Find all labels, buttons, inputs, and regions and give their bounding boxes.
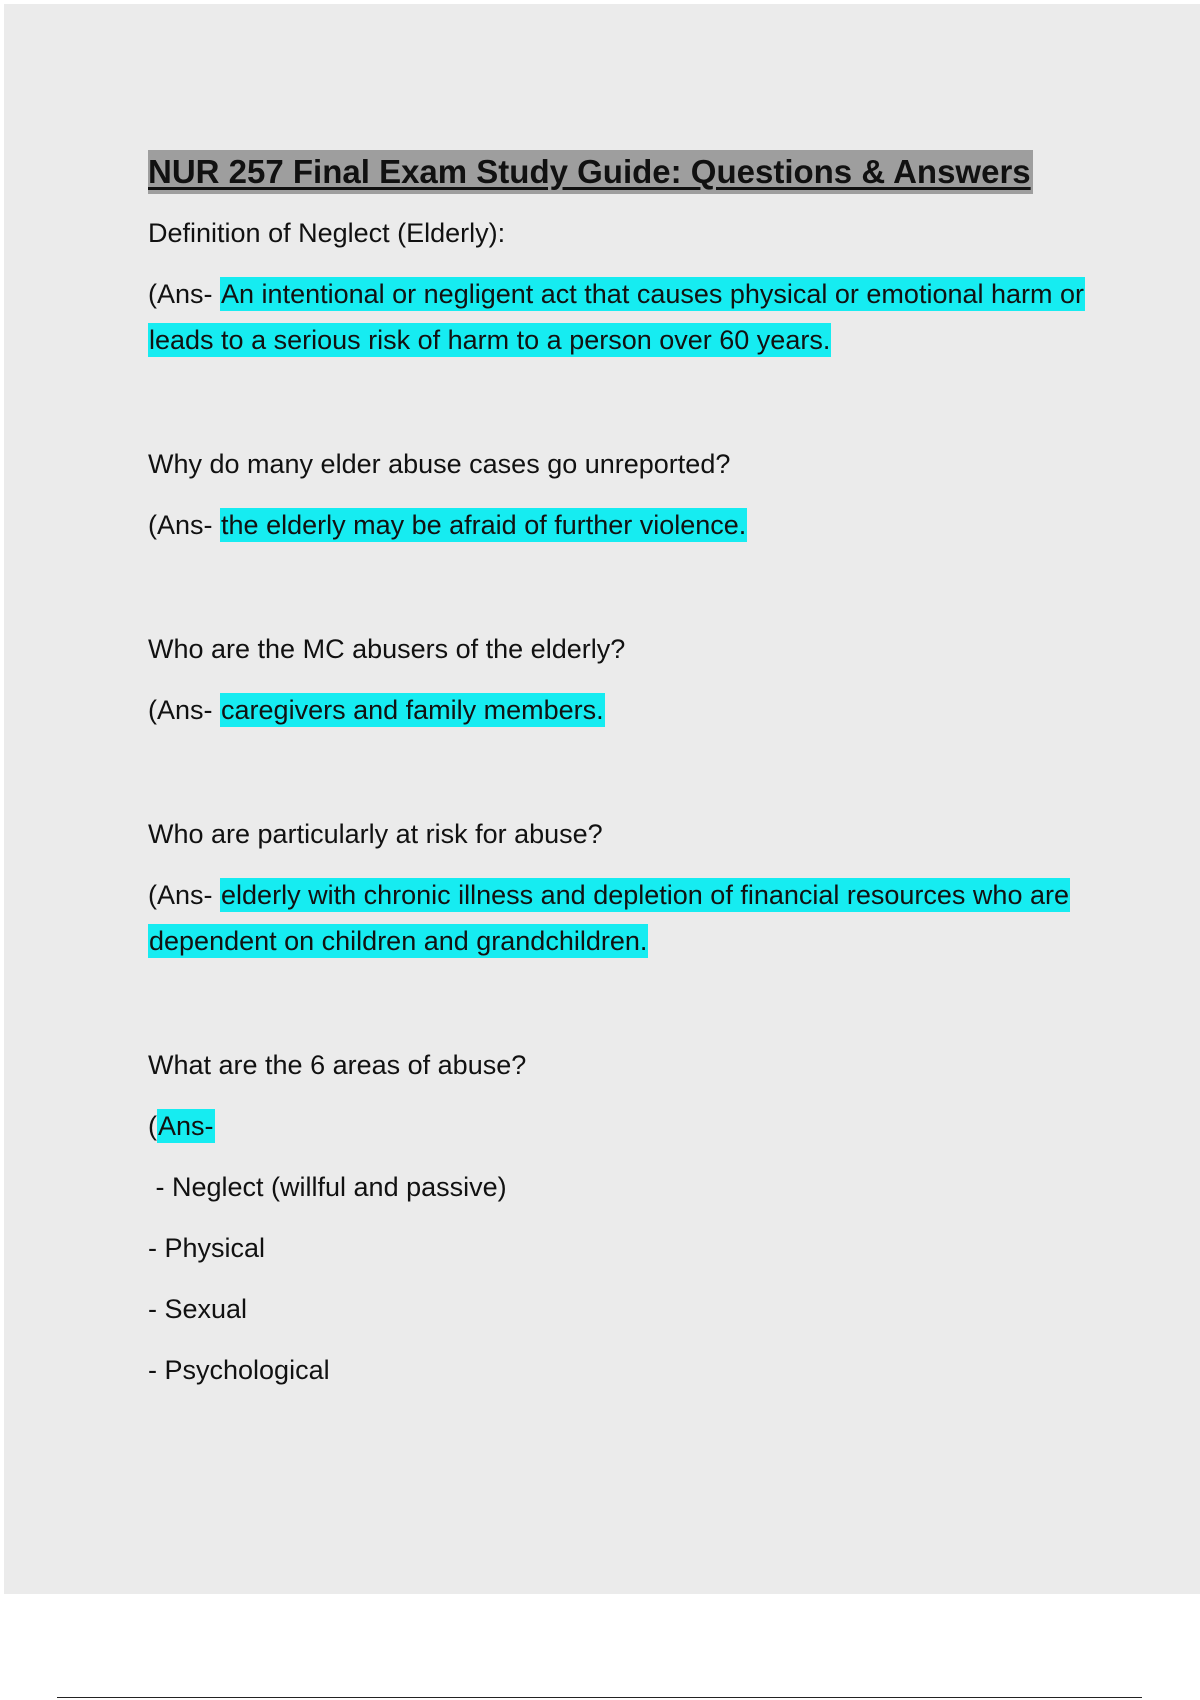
question-text: Why do many elder abuse cases go unreported? [148,449,731,479]
answer-text [148,687,1088,733]
list-item: - Physical [148,1233,266,1263]
answer-open-paren: ( [148,1111,157,1141]
document-content [148,150,1088,1393]
answer-prefix: (Ans- [148,510,213,540]
question-text: Who are particularly at risk for abuse? [148,819,603,849]
answer-text [148,1103,1088,1149]
answer-highlight: the elderly may be afraid of further violence. [221,510,747,540]
document-title: NUR 257 Final Exam Study Guide: Questions & Answers [148,150,1033,194]
answer-text [148,872,1088,964]
qa-block-5 [148,1042,1088,1393]
answer-text [148,271,1088,363]
answer-highlight: caregivers and family members. [221,695,604,725]
question-text: Definition of Neglect (Elderly): [148,218,506,248]
qa-block-4 [148,811,1088,964]
answer-text [148,502,1088,548]
list-item: - Sexual [148,1294,248,1324]
answer-highlight: An intentional or negligent act that causes physical or emotional harm or leads to a serious risk of harm to a person over 60 years. [149,279,1085,355]
list-item: - Neglect (willful and passive) [148,1172,507,1202]
qa-block-1 [148,210,1088,363]
answer-highlight: Ans- [158,1111,214,1141]
answer-prefix: (Ans- [148,880,213,910]
list-item: - Psychological [148,1355,330,1385]
answer-prefix: (Ans- [148,695,213,725]
question-text: What are the 6 areas of abuse? [148,1050,527,1080]
answer-highlight: elderly with chronic illness and depletion of financial resources who are dependent on children and grandchildren. [149,880,1069,956]
question-text: Who are the MC abusers of the elderly? [148,634,626,664]
footer-rule [57,1697,1142,1698]
qa-block-2 [148,441,1088,548]
answer-prefix: (Ans- [148,279,213,309]
qa-block-3 [148,626,1088,733]
